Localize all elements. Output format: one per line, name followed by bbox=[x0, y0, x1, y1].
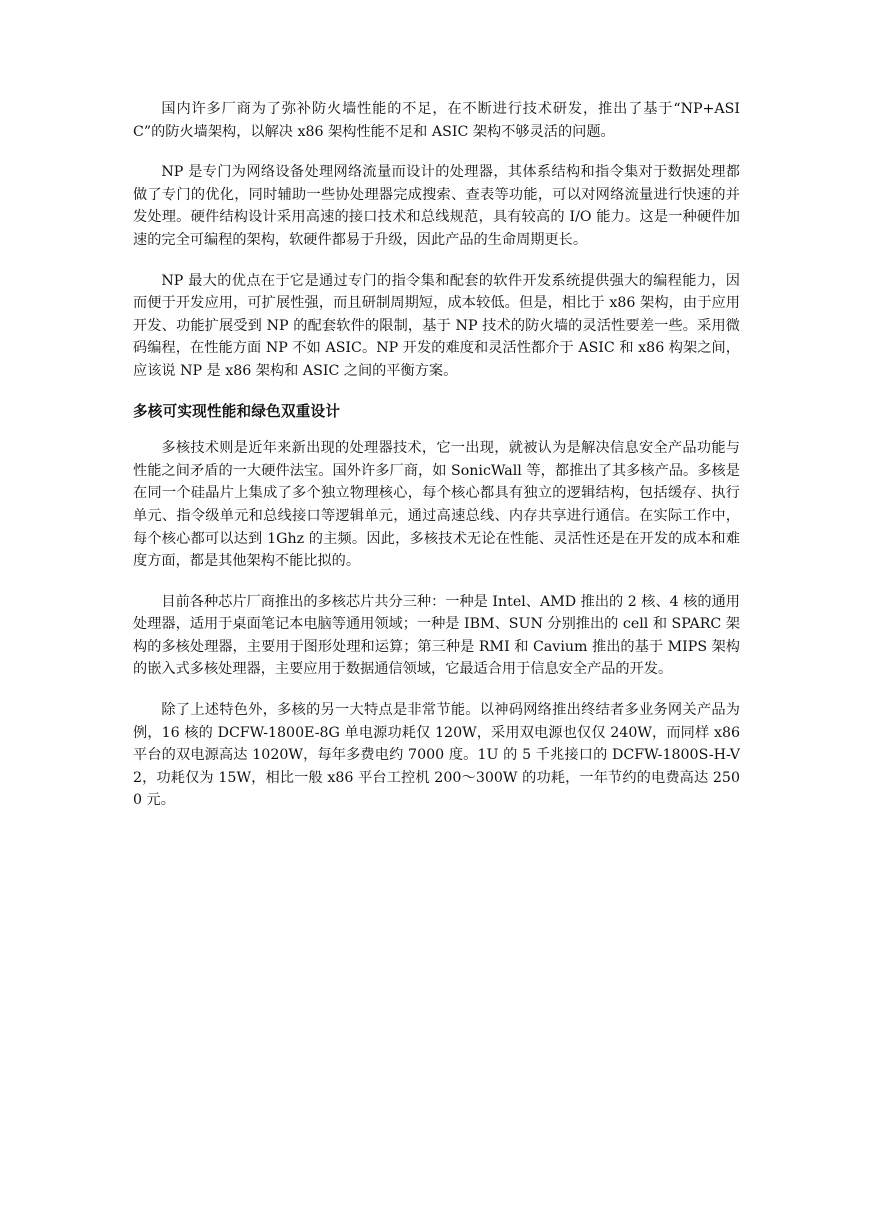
paragraph-multicore-intro: 多核技术则是近年来新出现的处理器技术，它一出现，就被认为是解决信息安全产品功能与性能之间矛盾的一大硬件法宝。国外许多厂商，如 SonicWall 等，都推出了其多核产品。多核是在同一个硅晶片上集成了多个独立物理核心，每个核心都具有独立的逻辑结构，包括缓存、执行单元、指令级单元和总线接口等逻辑单元，通过高速总线、内存共享进行通信。在实际工作中，每个核心都可以达到 1Ghz 的主频。因此，多核技术无论在性能、灵活性还是在开发的成本和难度方面，都是其他架构不能比拟的。 bbox=[133, 440, 740, 570]
paragraph-np-definition: NP 是专门为网络设备处理网络流量而设计的处理器，其体系结构和指令集对于数据处理都做了专门的优化，同时辅助一些协处理器完成搜索、查表等功能，可以对网络流量进行快速的并发处理。硬件结构设计采用高速的接口技术和总线规范，具有较高的 I/O 能力。这是一种硬件加速的完全可编程的架构，软硬件都易于升级，因此产品的生命周期更长。 bbox=[133, 164, 740, 248]
paragraph-multicore-types: 目前各种芯片厂商推出的多核芯片共分三种：一种是 Intel、AMD 推出的 2 核、4 核的通用处理器，适用于桌面笔记本电脑等通用领域；一种是 IBM、SUN 分别推出的 cell 和 SPARC 架构的多核处理器，主要用于图形处理和运算；第三种是 RMI 和 Cavium 推出的基于 MIPS 架构的嵌入式多核处理器，主要应用于数据通信领域，它最适合用于信息安全产品的开发。 bbox=[133, 593, 740, 678]
paragraph-np-advantages: NP 最大的优点在于它是通过专门的指令集和配套的软件开发系统提供强大的编程能力，因而便于开发应用，可扩展性强，而且研制周期短，成本较低。但是，相比于 x86 架构，由于应用开发、功能扩展受到 NP 的配套软件的限制，基于 NP 技术的防火墙的灵活性要差一些。采用微码编程，在性能方面 NP 不如 ASIC。NP 开发的难度和灵活性都介于 ASIC 和 x86 构架之间，应该说 NP 是 x86 架构和 ASIC 之间的平衡方案。 bbox=[133, 272, 740, 379]
document-body bbox=[133, 98, 740, 830]
paragraph-multicore-energy: 除了上述特色外，多核的另一大特点是非常节能。以神码网络推出终结者多业务网关产品为例，16 核的 DCFW-1800E-8G 单电源功耗仅 120W，采用双电源也仅仅 240W，而同样 x86 平台的双电源高达 1020W，每年多费电约 7000 度。1U 的 5 千兆接口的 DCFW-1800S-H-V2，功耗仅为 15W，相比一般 x86 平台工控机 200～300W 的功耗，一年节约的电费高达 2500 元。 bbox=[133, 702, 740, 809]
section-heading: 多核可实现性能和绿色双重设计 bbox=[133, 402, 341, 420]
paragraph-np-asic-intro: 国内许多厂商为了弥补防火墙性能的不足，在不断进行技术研发，推出了基于“NP+ASIC”的防火墙架构，以解决 x86 架构性能不足和 ASIC 架构不够灵活的问题。 bbox=[133, 101, 740, 140]
